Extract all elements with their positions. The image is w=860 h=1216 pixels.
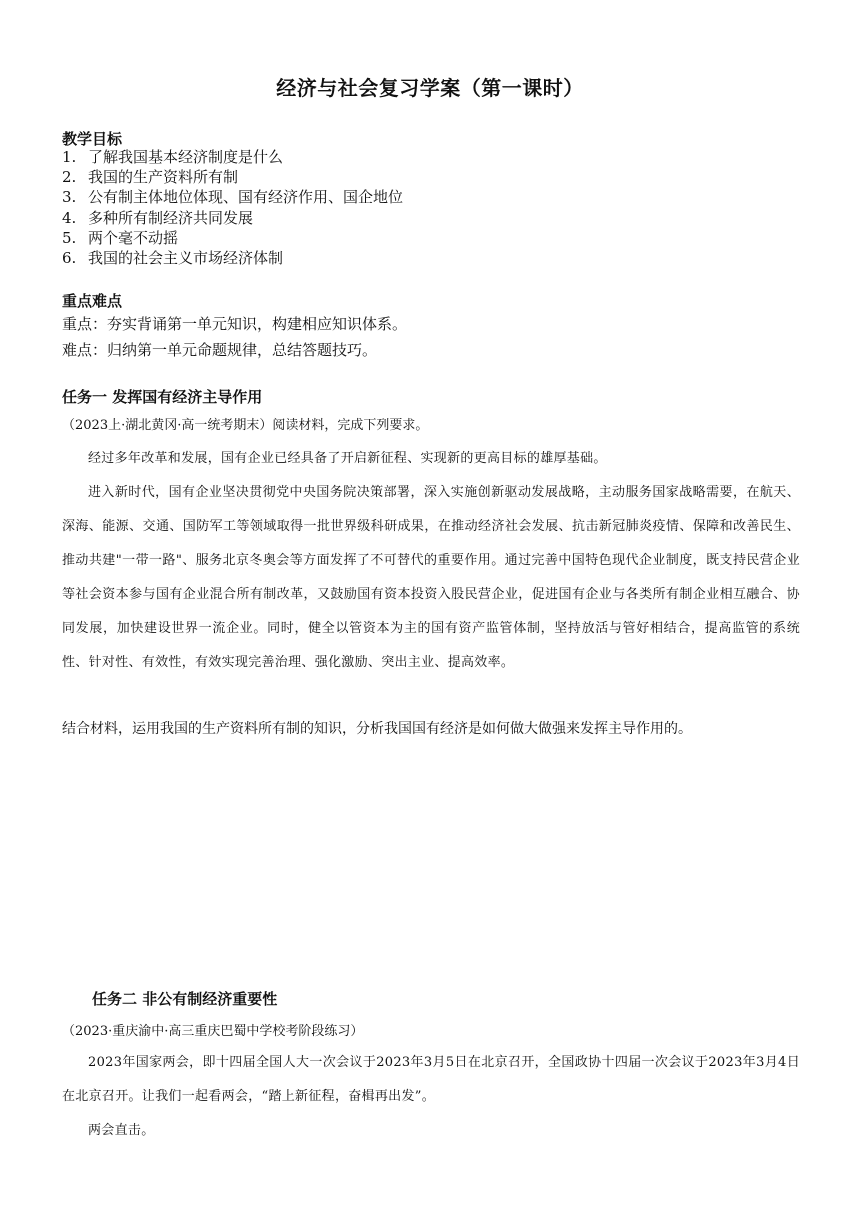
key-difficulty-text: 难点：归纳第一单元命题规律，总结答题技巧。 bbox=[62, 341, 378, 359]
list-item: 6. 我国的社会主义市场经济体制 bbox=[62, 249, 284, 268]
list-item: 3. 公有制主体地位体现、国有经济作用、国企地位 bbox=[62, 188, 404, 207]
task1-paragraph: 进入新时代，国有企业坚决贯彻党中央国务院决策部署，深入实施创新驱动发展战略，主动服务国家战略需要，在航天、深海、能源、交通、国防军工等领域取得一批世界级科研成果，在推动经济社会发展、抗击新冠肺炎疫情、保障和改善民生、推动共建"一带一路"、服务北京冬奥会等方面发挥了不可替代的重要作用。通过完善中国特色现代企业制度，既支持民营企业等社会资本参与国有企业混合所有制改革，又鼓励国有资本投资入股民营企业，促进国有企业与各类所有制企业相互融合、协同发展，加快建设世界一流企业。同时，健全以管资本为主的国有资产监管体制，坚持放活与管好相结合，提高监管的系统性、针对性、有效性，有效实现完善治理、强化激励、突出主业、提高效率。 bbox=[62, 485, 800, 670]
key-focus-text: 重点：夯实背诵第一单元知识，构建相应知识体系。 bbox=[62, 315, 408, 333]
objectives-list bbox=[62, 147, 403, 268]
list-item: 5. 两个毫不动摇 bbox=[62, 228, 179, 247]
task1-material bbox=[62, 442, 800, 680]
list-item: 1. 了解我国基本经济制度是什么 bbox=[62, 148, 284, 166]
list-item: 2. 我国的生产资料所有制 bbox=[62, 168, 239, 187]
task2-source: （2023·重庆渝中·高三重庆巴蜀中学校考阶段练习） bbox=[62, 1024, 364, 1039]
task1-source: （2023上·湖北黄冈·高一统考期末）阅读材料，完成下列要求。 bbox=[62, 418, 429, 433]
objectives-heading: 教学目标 bbox=[62, 130, 123, 148]
task1-heading: 任务一 发挥国有经济主导作用 bbox=[62, 388, 263, 406]
task1-question: 结合材料，运用我国的生产资料所有制的知识，分析我国国有经济是如何做大做强来发挥主导作用的。 bbox=[62, 721, 692, 737]
task2-heading: 任务二 非公有制经济重要性 bbox=[92, 990, 278, 1008]
document-title: 经济与社会复习学案（第一课时） bbox=[276, 76, 584, 100]
task2-material bbox=[62, 1046, 800, 1148]
task1-paragraph: 经过多年改革和发展，国有企业已经具备了开启新征程、实现新的更高目标的雄厚基础。 bbox=[88, 451, 607, 466]
task2-paragraph: 两会直击。 bbox=[88, 1123, 155, 1138]
key-points-heading: 重点难点 bbox=[62, 292, 123, 310]
task2-paragraph: 2023年国家两会，即十四届全国人大一次会议于2023年3月5日在北京召开，全国政协十四届一次会议于2023年3月4日在北京召开。让我们一起看两会，“踏上新征程，奋楫再出发”。 bbox=[62, 1055, 800, 1104]
list-item: 4. 多种所有制经济共同发展 bbox=[62, 208, 254, 227]
